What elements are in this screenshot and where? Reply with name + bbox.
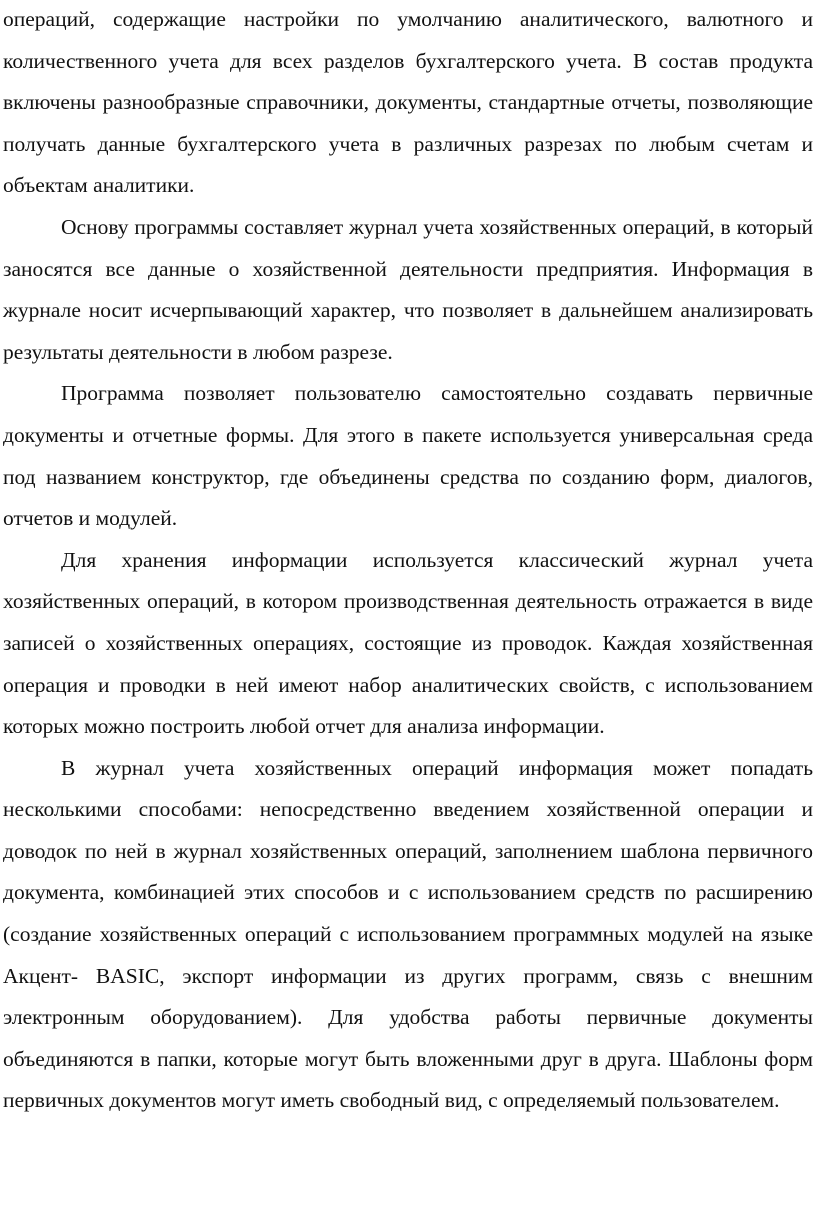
paragraph-5: В журнал учета хозяйственных операций информация может попадать несколькими способами: непосредственно введением хозяйственной операции и доводок по ней в журнал хозяйственных операций, заполнением шаблона первичного документа, комбинацией этих способов и с использованием средств по расширению (создание хозяйственных операций с использованием программных модулей на языке Акцент- BASIC, экспорт информации из других программ, связь с внешним электронным оборудованием). Для удобства работы первичные документы объединяются в папки, которые могут быть вложенными друг в друга. Шаблоны форм первичных документов могут иметь свободный вид, с определяемый пользователем. [3,755,813,1113]
paragraph-4: Для хранения информации используется классический журнал учета хозяйственных операций, в котором производственная деятельность отражается в виде записей о хозяйственных операциях, состоящие из проводок. Каждая хозяйственная операция и проводки в ней имеют набор аналитических свойств, с использованием которых можно построить любой отчет для анализа информации. [3,547,813,739]
paragraph-2: Основу программы составляет журнал учета хозяйственных операций, в который заносятся все данные о хозяйственной деятельности предприятия. Информация в журнале носит исчерпывающий характер, что позволяет в дальнейшем анализировать результаты деятельности в любом разрезе. [3,214,813,364]
paragraph-1-continued: операций, содержащие настройки по умолчанию аналитического, валютного и количественного учета для всех разделов бухгалтерского учета. В состав продукта включены разнообразные справочники, документы, стандартные отчеты, позволяющие получать данные бухгалтерского учета в различных разрезах по любым счетам и объектам аналитики. [3,7,813,198]
paragraph-3: Программа позволяет пользователю самостоятельно создавать первичные документы и отчетные формы. Для этого в пакете используется универсальная среда под названием конструктор, где объединены средства по созданию форм, диалогов, отчетов и модулей. [3,381,813,531]
